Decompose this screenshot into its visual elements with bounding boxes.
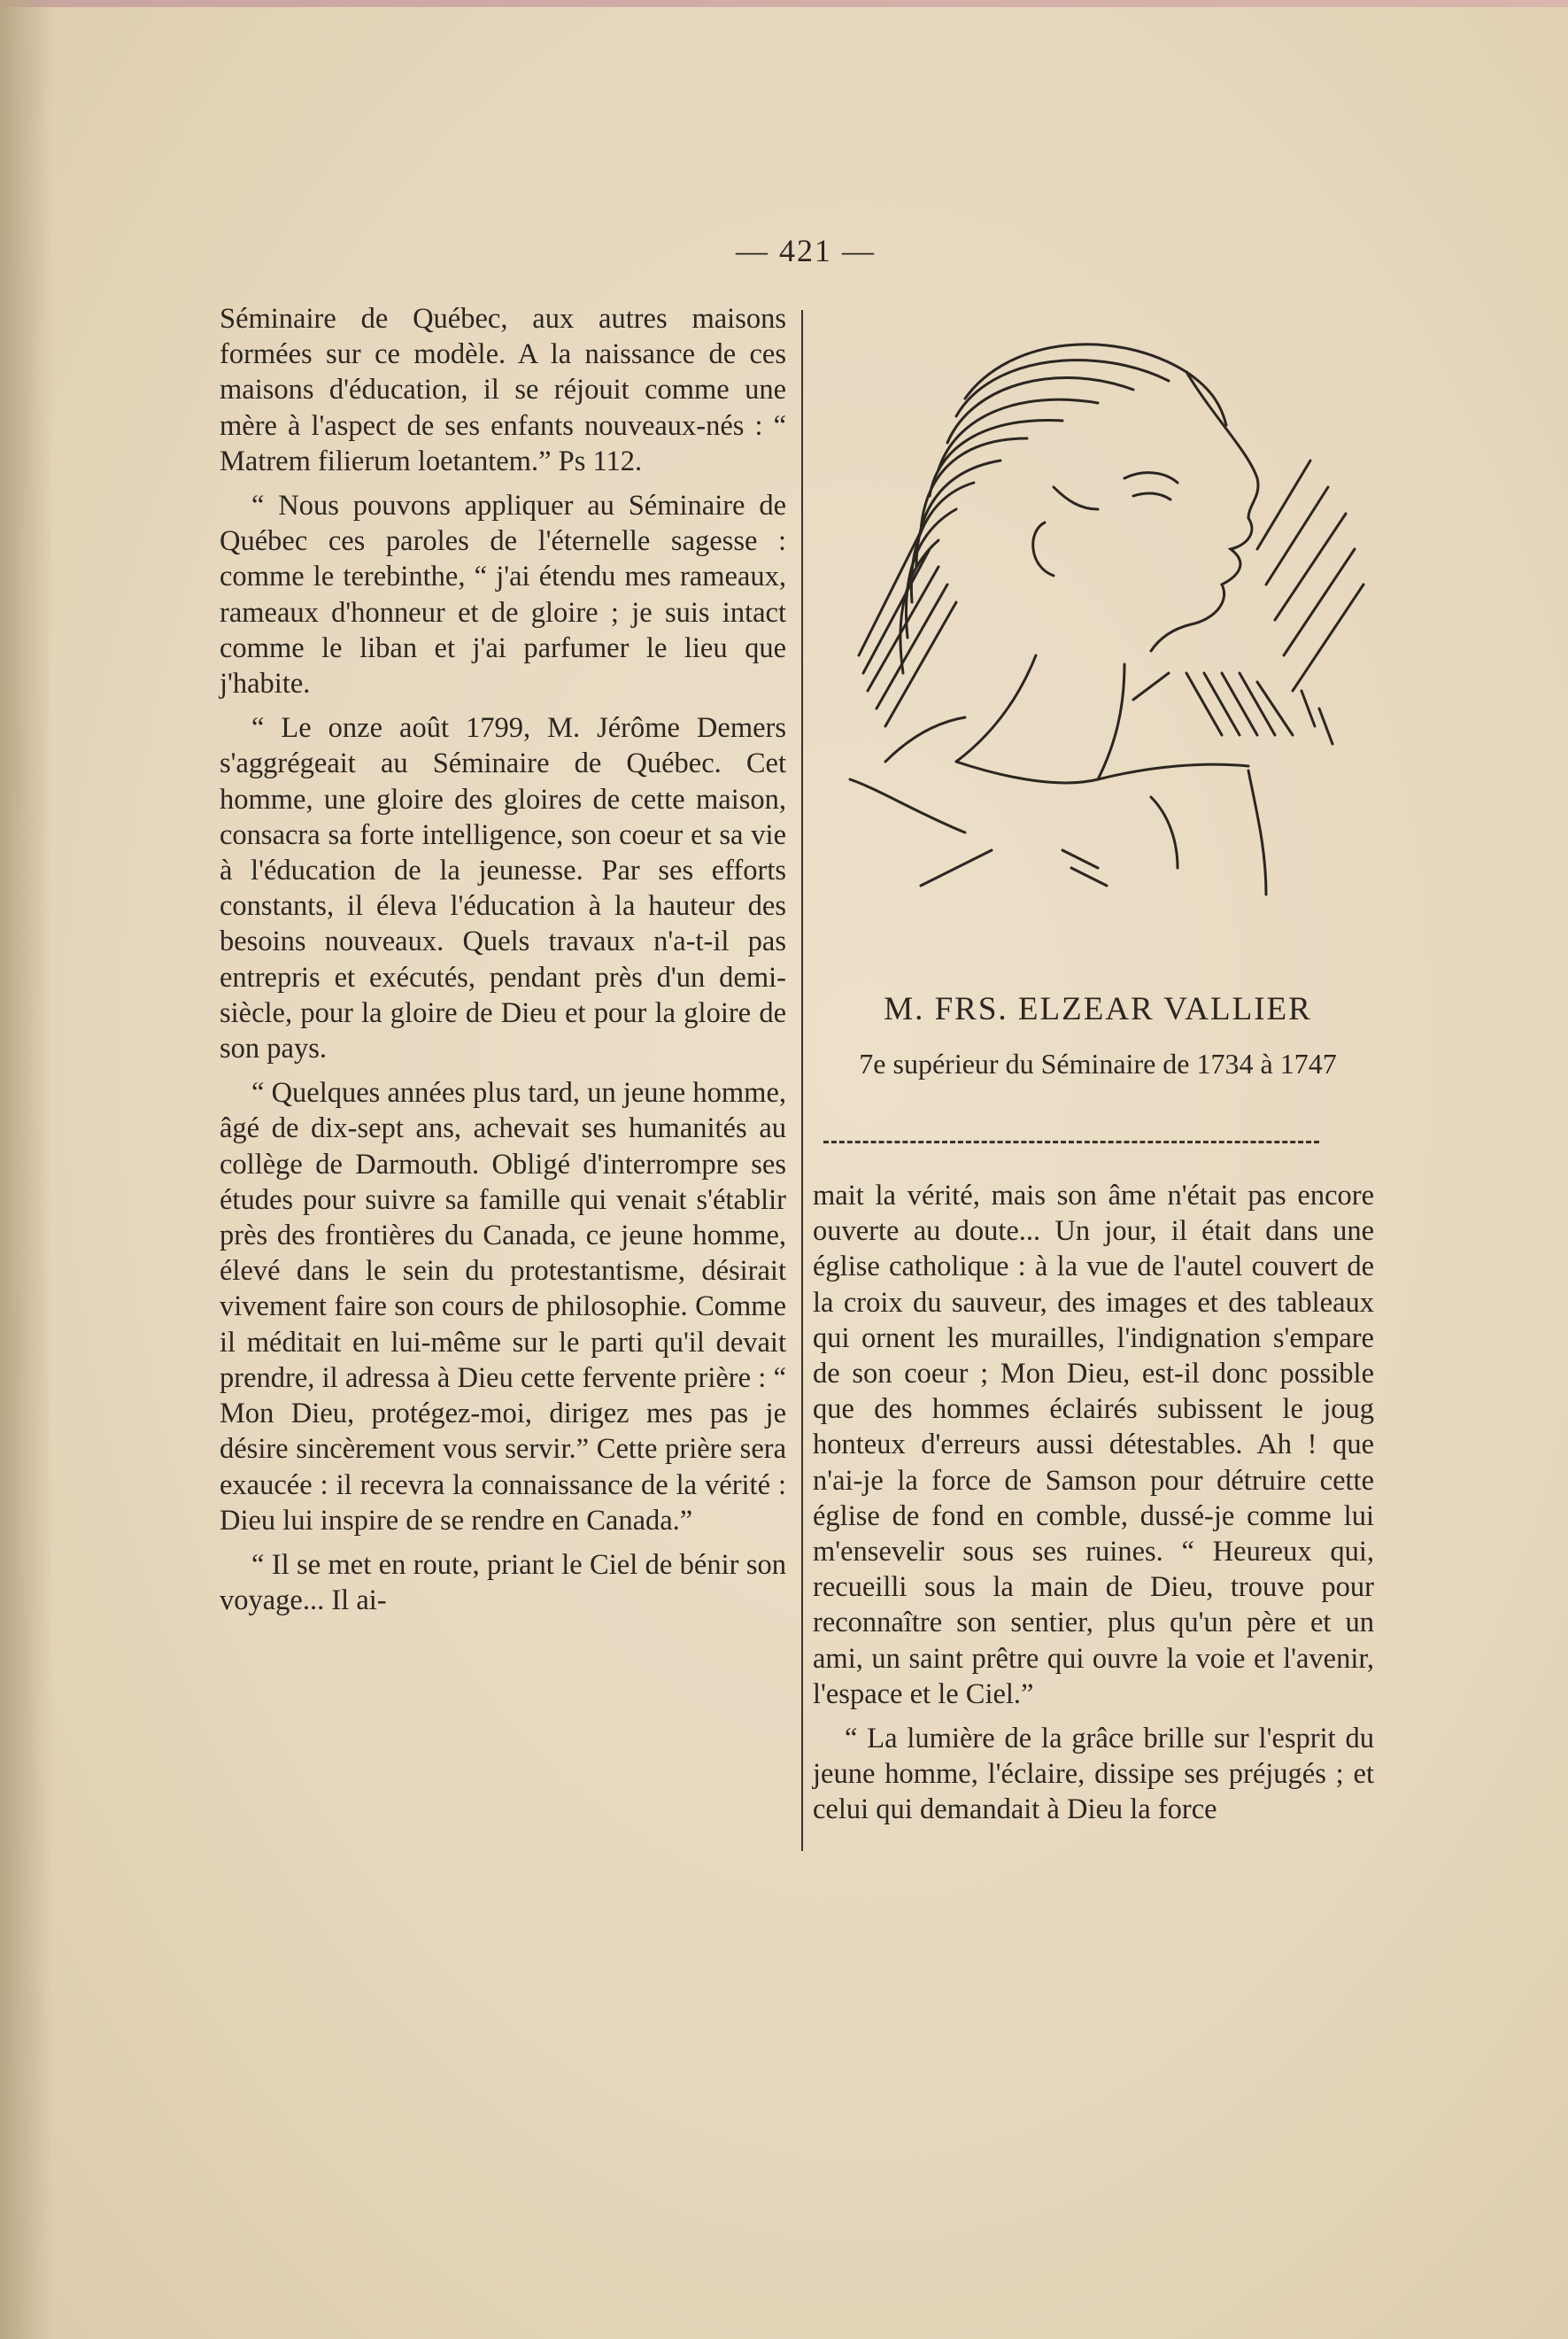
binding-shadow	[0, 0, 53, 2339]
page-number: — 421 —	[736, 233, 876, 268]
paragraph: “ Quelques années plus tard, un jeune homme, âgé de dix-sept ans, achevait ses humanités au collège de Darmouth. Obligé d'interrompre ses études pour suivre sa famille qui venait s'établir près des frontières du Canada, ce jeune homme, élevé dans le sein du protestantisme, désirait vivement faire son cours de philosophie. Comme il méditait en lui-même sur le parti qu'il devait prendre, il adressa à Dieu cette fervente prière : “ Mon Dieu, protégez-moi, dirigez mes pas je désire sincèrement vous servir.” Cette prière sera exaucée : il recevra la connaissance de la vérité : Dieu lui inspire de se rendre en Canada.”	[220, 1077, 786, 1537]
paragraph: Séminaire de Québec, aux autres maisons formées sur ce modèle. A la naissance de ces maisons d'éducation, il se réjouit comme une mère à l'aspect de ses enfants nouveaux-nés : “ Matrem filierum loetantem.” Ps 112.	[220, 303, 786, 477]
paragraph: “ Il se met en route, priant le Ciel de bénir son voyage... Il ai-	[220, 1548, 786, 1617]
paragraph: “ Nous pouvons appliquer au Séminaire de Québec ces paroles de l'éternelle sagesse : comme le terebinthe, “ j'ai étendu mes rameaux, rameaux d'honneur et de gloire ; je suis intact comme le liban et j'ai parfumer le lieu que j'habite.	[220, 490, 786, 701]
column-divider	[801, 310, 803, 1851]
paragraph: “ La lumière de la grâce brille sur l'esprit du jeune homme, l'éclaire, dissipe ses préjugés ; et celui qui demandait à Dieu la force	[813, 1723, 1374, 1826]
caption-divider-rule	[823, 1141, 1319, 1143]
paragraph: “ Le onze août 1799, M. Jérôme Demers s'aggrégeait au Séminaire de Québec. Cet homme, une gloire des gloires de cette maison, consacra sa forte intelligence, son coeur et sa vie à l'éducation de la jeunesse. Par ses efforts constants, il éleva l'éducation à la hauteur des besoins nouveaux. Quels travaux n'a-t-il pas entrepris et exécutés, pendant près d'un demi-siècle, pour la gloire de Dieu et pour la gloire de son pays.	[220, 712, 786, 1065]
portrait-sketch	[832, 319, 1381, 965]
page-top-edge	[0, 0, 1568, 7]
portrait-caption-name: M. FRS. ELZEAR VALLIER	[884, 991, 1312, 1027]
left-text-column	[220, 301, 786, 1618]
paragraph: mait la vérité, mais son âme n'était pas encore ouverte au doute... Un jour, il était dans une église catholique : à la vue de l'autel couvert de la croix du sauveur, des images et des tableaux qui ornent les murailles, l'indignation s'empare de son coeur ; Mon Dieu, est-il donc possible que des hommes éclairés subissent le joug honteux d'erreurs aussi détestables. Ah ! que n'ai-je la force de Samson pour détruire cette église de fond en comble, dussé-je comme lui m'ensevelir sous ses ruines. “ Heureux qui, recueilli sous la main de Dieu, trouve pour reconnaître son sentier, plus qu'un père et un ami, un saint prêtre qui ouvre la voie et l'avenir, l'espace et le Ciel.”	[813, 1180, 1374, 1710]
portrait-caption-role: 7e supérieur du Séminaire de 1734 à 1747	[859, 1048, 1337, 1080]
right-text-column	[813, 1178, 1374, 1828]
